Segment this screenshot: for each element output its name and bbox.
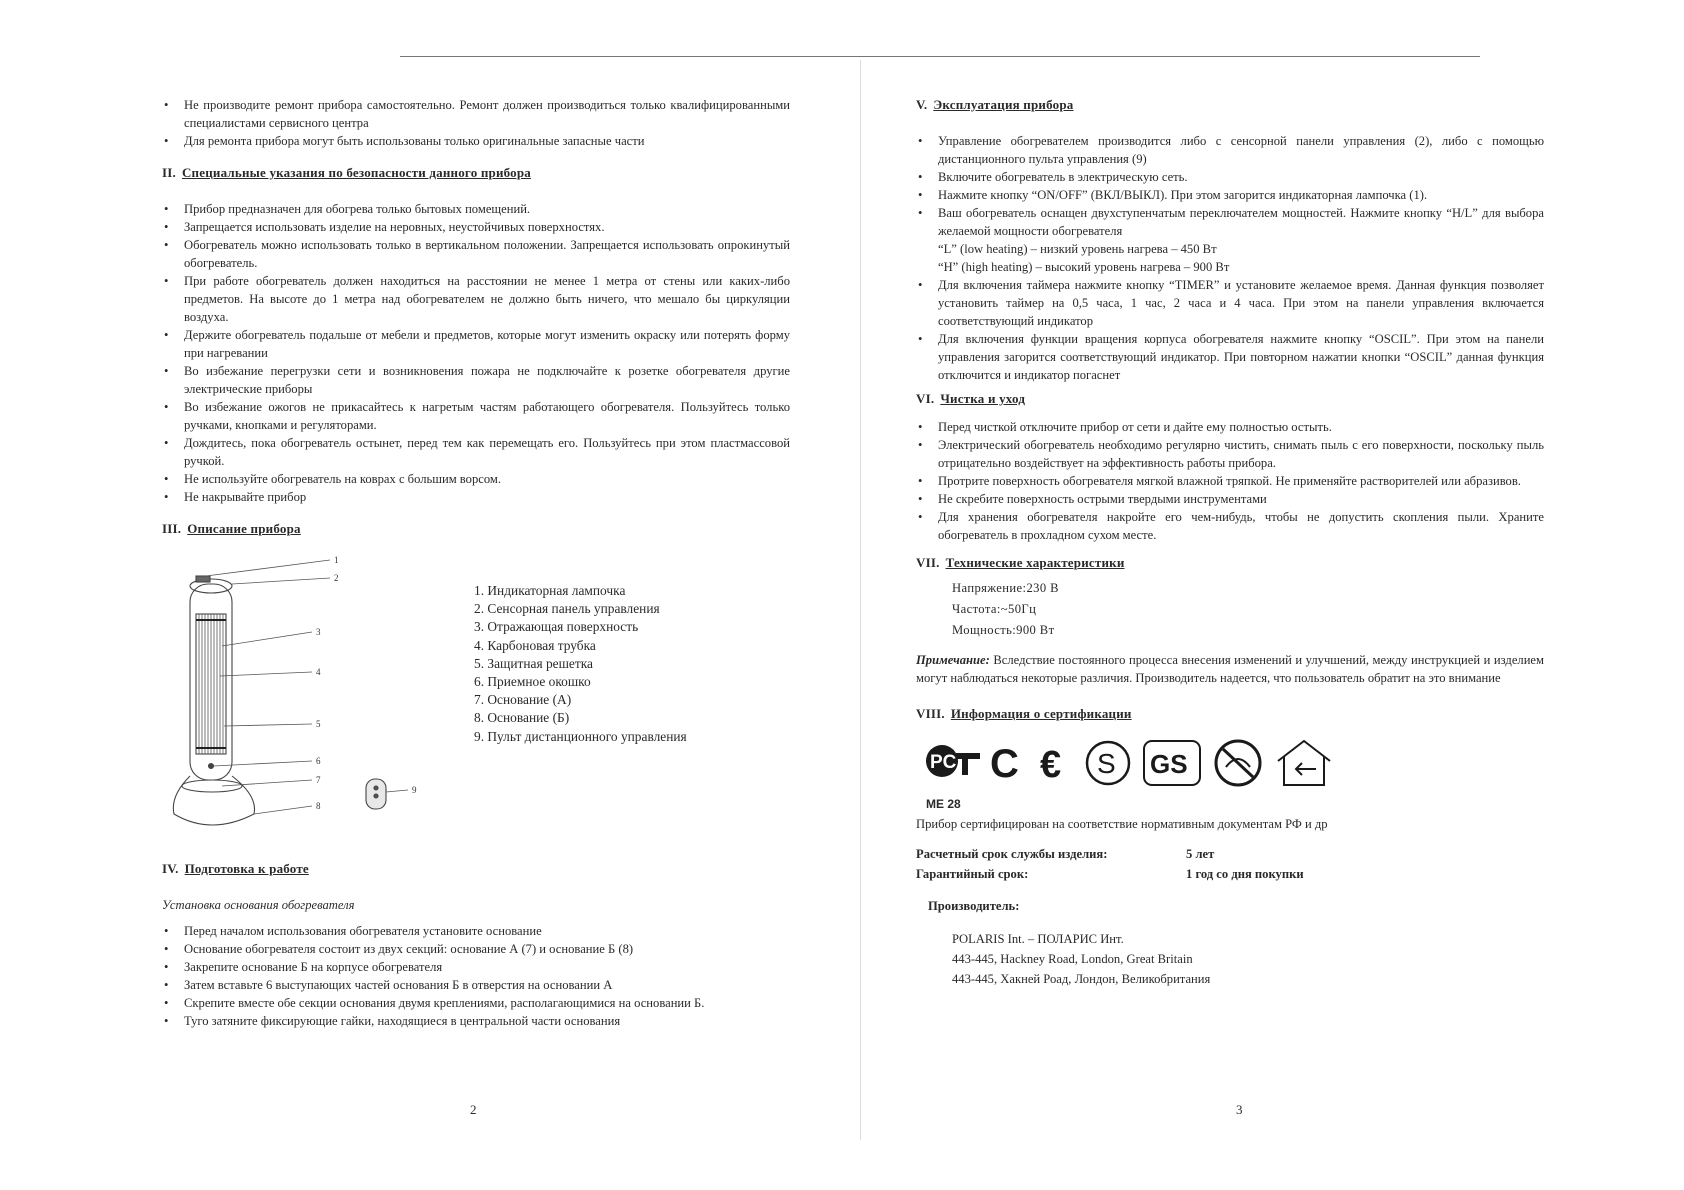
section-title: Технические характеристики: [945, 555, 1125, 570]
list-item: 4. Карбоновая трубка: [474, 637, 596, 653]
left-column: [162, 96, 790, 1030]
list-item: • Запрещается использовать изделие на неровных, неустойчивых поверхностях.: [162, 218, 790, 236]
section-title: Информация о сертификации: [950, 706, 1132, 721]
power-level-high: “H” (high heating) – высокий уровень нагрева – 900 Вт: [938, 260, 1230, 274]
callout-7: 7: [316, 775, 321, 785]
section-number: III.: [162, 521, 182, 536]
section-heading-5: [916, 96, 1544, 114]
warranty-value: 1 год со дня покупки: [1186, 867, 1304, 881]
address-en: 443-445, Hackney Road, London, Great Britain: [952, 952, 1193, 966]
right-column: [916, 96, 1544, 989]
list-item: 5. Защитная решетка: [474, 655, 593, 671]
list-item: • При работе обогреватель должен находиться на расстоянии не менее 1 метра от стены или каких-либо предметов. На высоте до 1 метра над обогревателем не должно быть ничего, что мешало бы циркуляции воздуха.: [162, 272, 790, 326]
spec-list: [952, 578, 1544, 641]
list-item: • Скрепите вместе обе секции основания двумя креплениями, располагающимися на основании Б.: [162, 994, 790, 1012]
indoor-use-icon: [1272, 737, 1336, 789]
callout-3: 3: [316, 627, 321, 637]
gs-mark-icon: [1140, 737, 1204, 789]
list-item: • Для ремонта прибора могут быть использованы только оригинальные запасные части: [162, 132, 790, 150]
list-item: • Во избежание ожогов не прикасайтесь к нагретым частям работающего обогревателя. Пользуйтесь только ручками, кнопками и регуляторами.: [162, 398, 790, 434]
manufacturer-label: Производитель:: [928, 899, 1020, 913]
list-item: • Основание обогревателя состоит из двух секций: основание А (7) и основание Б (8): [162, 940, 790, 958]
section-heading-8: [916, 705, 1544, 723]
spec-voltage: Напряжение:230 В: [952, 581, 1059, 595]
service-life-label: Расчетный срок службы изделия:: [916, 847, 1108, 861]
ce-mark-icon: [990, 741, 1032, 785]
section-number: VII.: [916, 555, 940, 570]
operation-list: [916, 132, 1544, 384]
list-item: • Включите обогреватель в электрическую сеть.: [916, 168, 1544, 186]
section-title: Эксплуатация прибора: [933, 97, 1074, 112]
service-life-row: [916, 845, 1544, 863]
section-title: Чистка и уход: [940, 391, 1026, 406]
callout-6: 6: [316, 756, 321, 766]
section-number: II.: [162, 165, 176, 180]
svg-text:€: €: [1040, 744, 1062, 785]
list-item: 8. Основание (Б): [474, 710, 570, 726]
list-item: • Закрепите основание Б на корпусе обогревателя: [162, 958, 790, 976]
top-bullet-list: [162, 96, 790, 150]
euro-e-icon: [1038, 741, 1078, 785]
list-item: • Держите обогреватель подальше от мебели и предметов, которые могут изменить окраску или потерять форму при нагревании: [162, 326, 790, 362]
list-item: • Для включения таймера нажмите кнопку “TIMER” и установите желаемое время. Данная функция позволяет установить таймер на 0,5 часа, 1 час, 2 часа и 4 часа. При этом на панели управления включается соответствующий индикатор: [916, 276, 1544, 330]
note-label: Примечание:: [916, 653, 990, 667]
list-item: • Во избежание перегрузки сети и возникновения пожара не подключайте к розетке обогревателя другие электрические приборы: [162, 362, 790, 398]
receiver-window: [209, 764, 214, 769]
list-item: • Протрите поверхность обогревателя мягкой влажной тряпкой. Не применяйте растворителей или абразивов.: [916, 472, 1544, 490]
section-heading-4: [162, 860, 790, 878]
service-life-value: 5 лет: [1186, 847, 1215, 861]
spec-frequency: Частота:~50Гц: [952, 602, 1037, 616]
svg-text:C: C: [990, 742, 1019, 785]
list-item: 7. Основание (А): [474, 692, 572, 708]
svg-text:S: S: [1097, 748, 1116, 779]
list-item: 9. Пульт дистанционного управления: [474, 728, 687, 744]
section-number: IV.: [162, 861, 179, 876]
list-item: • Затем вставьте 6 выступающих частей основания Б в отверстия на основании А: [162, 976, 790, 994]
warranty-row: [916, 865, 1544, 883]
section-number: V.: [916, 97, 928, 112]
list-item: • Не используйте обогреватель на коврах с большим ворсом.: [162, 470, 790, 488]
callout-8: 8: [316, 801, 321, 811]
parts-list: [474, 582, 687, 746]
pct-mark-icon: [920, 741, 984, 785]
section-title: Специальные указания по безопасности данного прибора: [181, 165, 532, 180]
list-item: • Нажмите кнопку “ON/OFF” (ВКЛ/ВЫКЛ). При этом загорится индикаторная лампочка (1).: [916, 186, 1544, 204]
manufacturer-address: [952, 929, 1544, 989]
list-item: • Туго затяните фиксирующие гайки, находящиеся в центральной части основания: [162, 1012, 790, 1030]
list-item: • Не производите ремонт прибора самостоятельно. Ремонт должен производиться только квалифицированными специалистами сервисного центра: [162, 96, 790, 132]
indicator-lamp: [196, 576, 210, 582]
list-item: • Не накрывайте прибор: [162, 488, 790, 506]
section-subtitle: Установка основания обогревателя: [162, 898, 355, 912]
callout-5: 5: [316, 719, 321, 729]
page-number: 2: [470, 1102, 477, 1117]
section-heading-7: [916, 554, 1544, 572]
callout-9: 9: [412, 785, 417, 795]
list-item: 1. Индикаторная лампочка: [474, 583, 626, 598]
list-item: • Обогреватель можно использовать только в вертикальном положении. Запрещается использовать опрокинутый обогреватель.: [162, 236, 790, 272]
section-heading-2: [162, 164, 790, 182]
safety-list: [162, 200, 790, 506]
safety-s-icon: [1084, 739, 1134, 787]
section-number: VIII.: [916, 706, 945, 721]
callout-1: 1: [334, 556, 339, 565]
device-description: [162, 556, 790, 846]
svg-text:GS: GS: [1150, 749, 1188, 779]
list-item: 6. Приемное окошко: [474, 674, 591, 690]
list-item: • Электрический обогреватель необходимо регулярно чистить, снимать пыль с его поверхности, поскольку пыль отрицательно воздействует на эффективность работы прибора.: [916, 436, 1544, 472]
list-item: • Дождитесь, пока обогреватель остынет, перед тем как перемещать его. Пользуйтесь при этом пластмассовой ручкой.: [162, 434, 790, 470]
list-item: • Перед чисткой отключите прибор от сети и дайте ему полностью остыть.: [916, 418, 1544, 436]
section-heading-3: [162, 520, 790, 538]
list-item: • Не скребите поверхность острыми твердыми инструментами: [916, 490, 1544, 508]
section-title: Описание прибора: [187, 521, 301, 536]
list-item: • Перед началом использования обогревателя установите основание: [162, 922, 790, 940]
svg-text:PC: PC: [930, 752, 957, 773]
list-item: 2. Сенсорная панель управления: [474, 601, 660, 617]
list-item: 3. Отражающая поверхность: [474, 619, 639, 635]
spec-power: Мощность:900 Вт: [952, 623, 1055, 637]
section-title: Подготовка к работе: [184, 861, 309, 876]
list-item: • Прибор предназначен для обогрева только бытовых помещений.: [162, 200, 790, 218]
certification-logos: [920, 735, 1544, 791]
section-heading-6: [916, 390, 1544, 408]
logo-code: ME 28: [926, 797, 961, 811]
right-page: [842, 0, 1684, 1190]
heater-diagram: [162, 556, 462, 846]
note: [916, 651, 1544, 687]
list-item: • Ваш обогреватель оснащен двухступенчатым переключателем мощностей. Нажмите кнопку “H/L” для выбора желаемой мощности обогревателя “L” (low heating) – низкий уровень нагрева – 450 Вт “H” (high heating) – высокий уровень нагрева – 900 Вт: [916, 204, 1544, 276]
grille-lines: [199, 614, 223, 754]
manufacturer-name: POLARIS Int. – ПОЛАРИС Инт.: [952, 932, 1124, 946]
base-a: [182, 780, 242, 792]
page-number: 3: [1236, 1102, 1243, 1117]
setup-list: [162, 922, 790, 1030]
warranty-label: Гарантийный срок:: [916, 867, 1029, 881]
callout-4: 4: [316, 667, 321, 677]
list-item: • Для хранения обогревателя накройте его чем-нибудь, чтобы не допустить скопления пыли. Храните обогреватель в прохладном сухом месте.: [916, 508, 1544, 544]
section-number: VI.: [916, 391, 935, 406]
callout-2: 2: [334, 573, 339, 583]
note-text: Вследствие постоянного процесса внесения изменений и улучшений, между инструкцией и изделием могут наблюдаться некоторые различия. Производитель надеется, что пользователь обратит на это внимание: [916, 653, 1544, 685]
power-level-low: “L” (low heating) – низкий уровень нагрева – 450 Вт: [938, 242, 1217, 256]
address-ru: 443-445, Хакней Роад, Лондон, Великобритания: [952, 972, 1211, 986]
certification-statement: Прибор сертифицирован на соответствие нормативным документам РФ и др: [916, 817, 1328, 831]
list-item: • Управление обогревателем производится либо с сенсорной панели управления (2), либо с помощью дистанционного пульта управления (9): [916, 132, 1544, 168]
do-not-cover-icon: [1210, 737, 1266, 789]
cleaning-list: [916, 418, 1544, 544]
list-item: • Для включения функции вращения корпуса обогревателя нажмите кнопку “OSCIL”. При этом на панели управления загорится соответствующий индикатор. При повторном нажатии кнопки “OSCIL” данная функция отключится и индикатор погаснет: [916, 330, 1544, 384]
leader-lines: [206, 560, 408, 814]
